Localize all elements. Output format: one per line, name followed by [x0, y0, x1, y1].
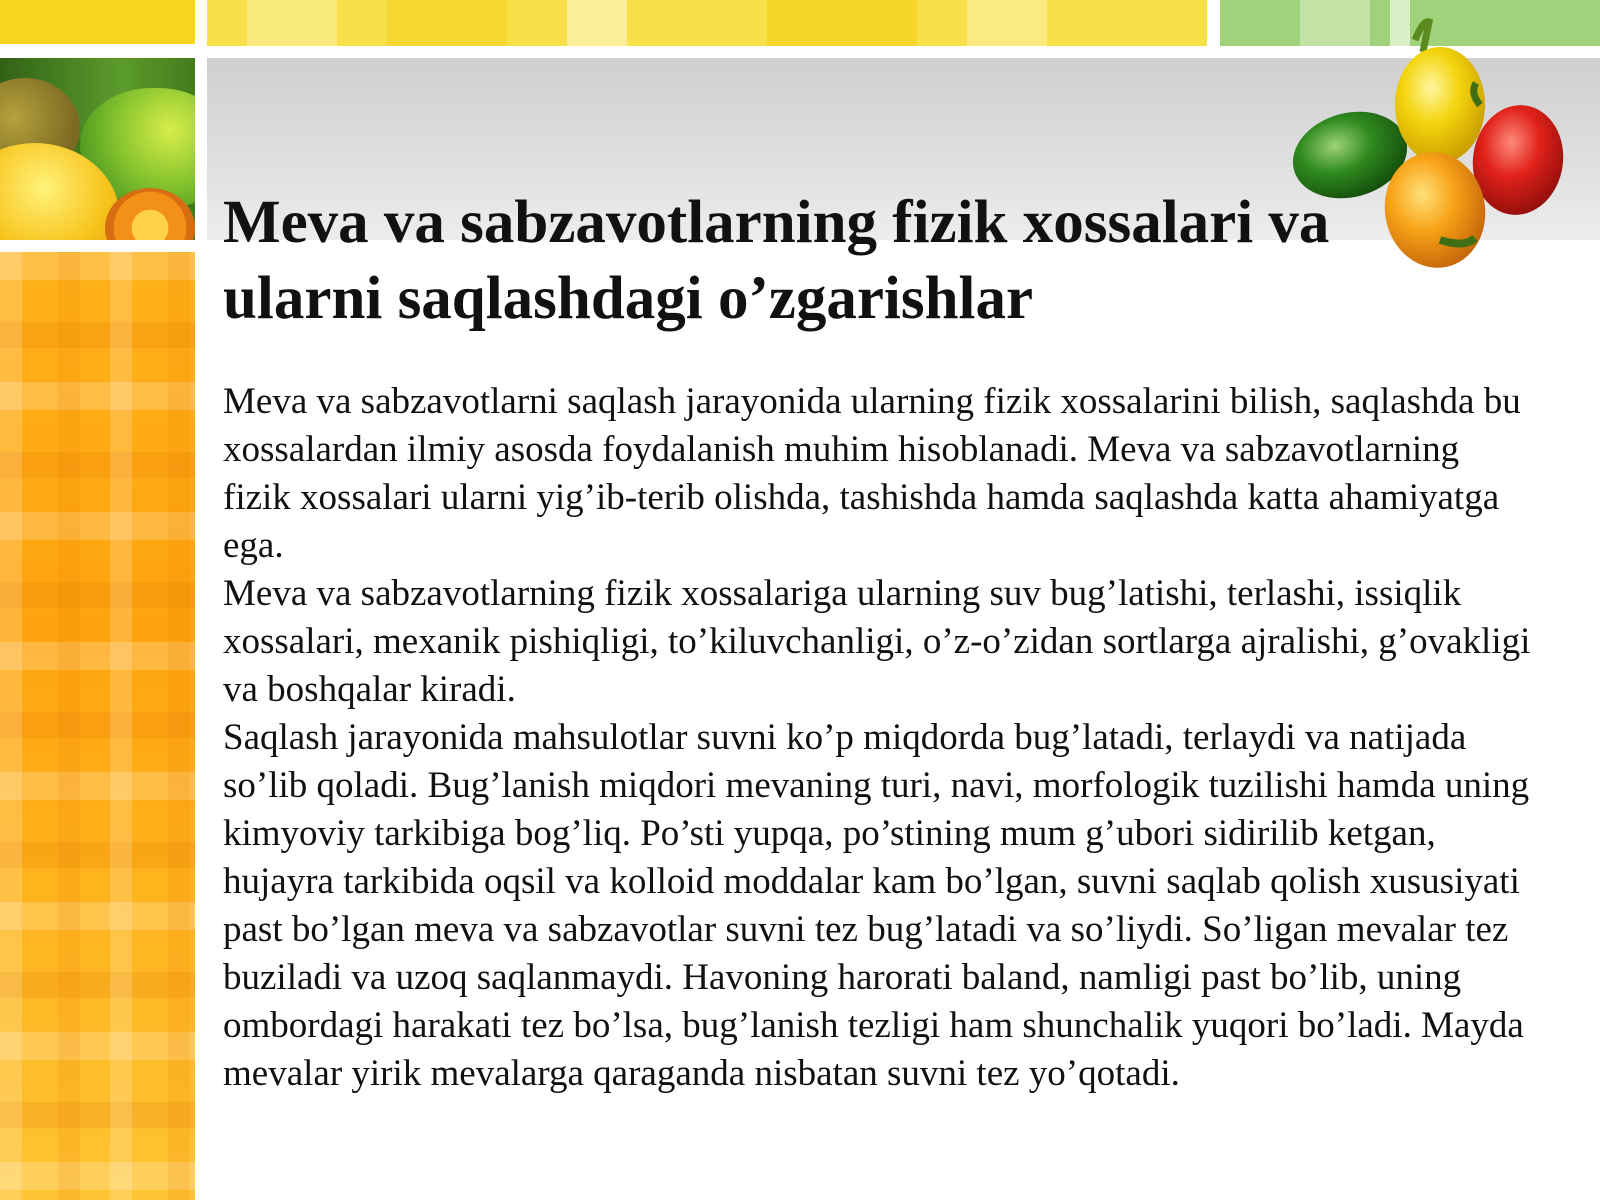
body-paragraph: Meva va sabzavotlarni saqlash jarayonida ularning fizik xossalarini bilish, saqlashda bu xossalardan ilmiy asosda foydalanish muhim hisoblanadi. Meva va sabzavotlarning fizik xossalari ularni yig’ib-terib olishda, tashishda hamda saqlashda katta ahamiyatga ega. [223, 381, 1521, 566]
top-strip-yellow [207, 0, 1207, 46]
body-paragraph: Saqlash jarayonida mahsulotlar suvni ko’p miqdorda bug’latadi, terlaydi va natijada so’lib qoladi. Bug’lanish miqdori mevaning turi, navi, morfologik tuzilishi hamda uning kimyoviy tarkibiga bog’liq. Po’sti yupqa, po’stining mum g’ubori sidirilib ketgan, hujayra tarkibida oqsil va kolloid moddalar kam bo’lgan, suvni saqlab qolish xususiyati past bo’lgan meva va sabzavotlar suvni tez bug’latadi va so’liydi. So’ligan mevalar tez buziladi va uzoq saqlanmaydi. Havoning harorati baland, namligi past bo’lib, uning ombordagi harakati tez bo’lsa, bug’lanish tezligi ham shunchalik yuqori bo’ladi. Mayda mevalar yirik mevalarga qaraganda nisbatan suvni tez yo’qotadi. [223, 717, 1530, 1094]
fruit-image [0, 58, 195, 240]
top-strip-yellow-left [0, 0, 195, 44]
body-paragraph: Meva va sabzavotlarning fizik xossalariga ularning suv bug’latishi, terlashi, issiqlik xossalari, mexanik pishiqligi, to’kiluvchanligi, o’z-o’zidan sortlarga ajralishi, g’ovakligi va boshqalar kiradi. [223, 573, 1531, 710]
slide-title: Meva va sabzavotlarning fizik xossalari va ularni saqlashdagi o’zgarishlar [223, 189, 1330, 332]
left-orange-plaid-column [0, 252, 195, 1200]
slide-body [223, 378, 1533, 1098]
